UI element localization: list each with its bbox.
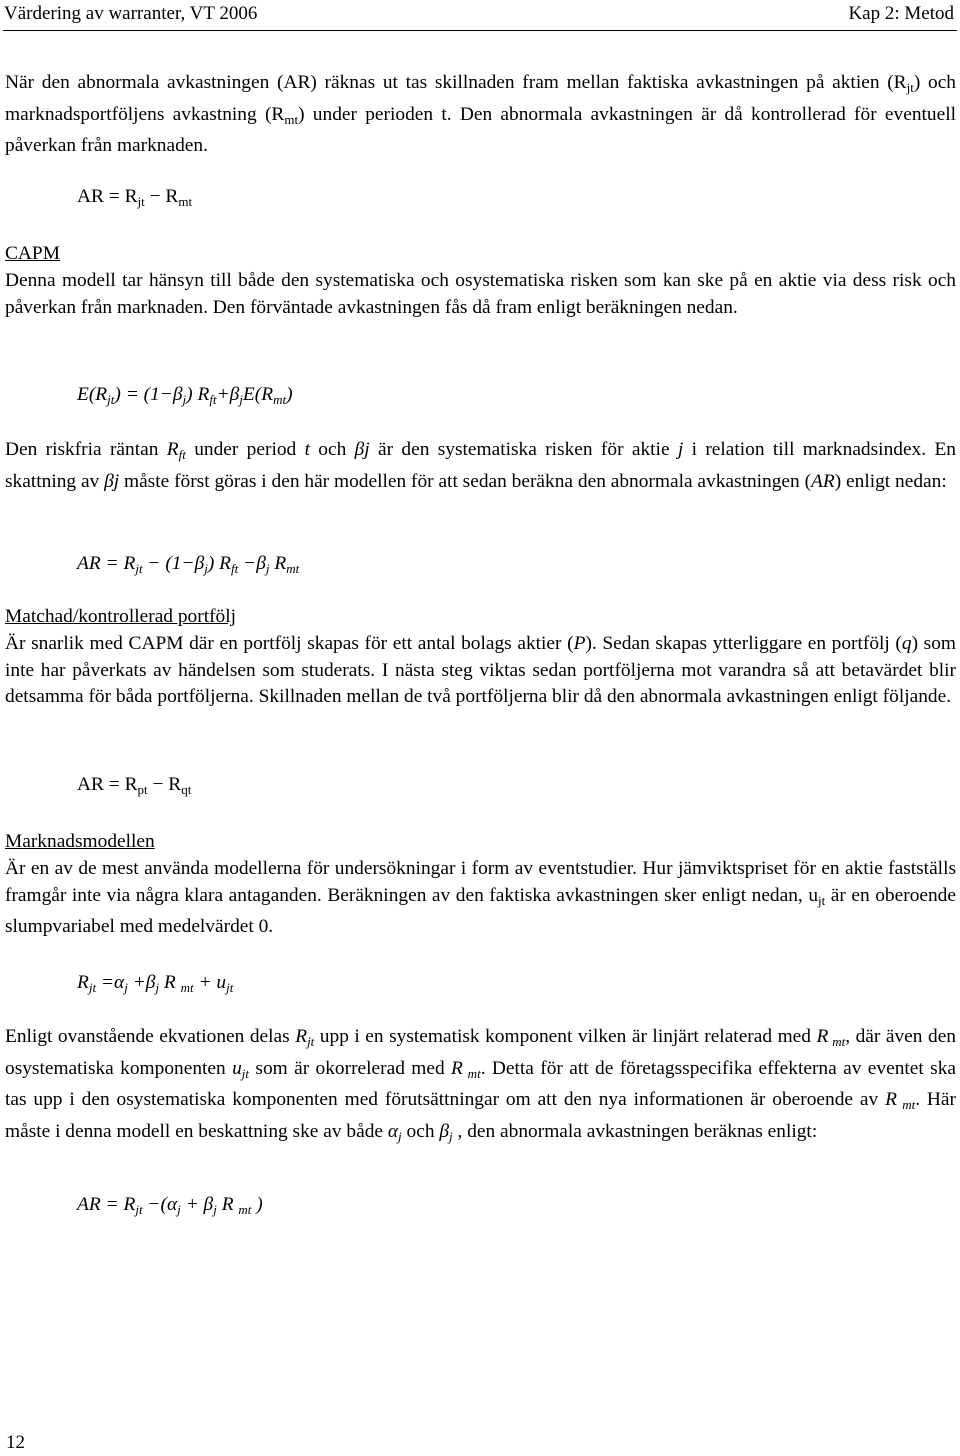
paragraph-market-model: Är en av de mest använda modellerna för undersökningar i form av eventstudier. Hur jämviktspriset för en aktie fastställs framgår inte via några klara antaganden. Beräkningen av den faktiska avkastningen sker enligt nedan, $u_{jt}$ är en oberoende slumpvariabel med medelvärdet 0.	[5, 858, 956, 938]
equation-capm-ar: AR = $R_{jt} - (1-\beta_j)$ $R_{ft} -\beta_j$ $R_{mt}$	[77, 553, 300, 576]
section-heading-market-model: Marknadsmodellen	[5, 831, 155, 852]
page-number: 12	[6, 1432, 25, 1453]
section-heading-capm: CAPM	[5, 243, 60, 264]
paragraph-market-model-explanation: Enligt ovanstående ekvationen delas $R_{jt}$ upp i en systematisk komponent vilken är linjärt relaterad med R $_{mt}$, där även den osystematiska komponenten $u_{jt}$ som är okorrelerad med R $_{mt}$. Detta för att de företagsspecifika effekterna av eventet ska tas upp i den osystematiska komponenten med förutsättningar om att den nya informationen är oberoende av R $_{mt}$. Här måste i denna modell en beskattning ske av både $\alpha_j$ och $\beta_j$ , den abnormala avkastningen beräknas enligt:	[5, 1026, 956, 1144]
equation-market-model: $R_{jt} =\alpha_j +\beta_j$ R $_{mt} + u_{jt}$	[77, 972, 234, 995]
paragraph-ar-intro: När den abnormala avkastningen (AR) räknas ut tas skillnaden fram mellan faktiska avkastningen på aktien $(R_{jt})$ och marknadsportföljens avkastning $(R_{mt})$ under perioden t. Den abnormala avkastningen är då kontrollerad för eventuell påverkan från marknaden.	[5, 72, 956, 157]
paragraph-riskfree: Den riskfria räntan $R_{ft}$ under period t och βj är den systematiska risken för aktie j i relation till marknadsindex. En skattning av βj måste först göras i den här modellen för att sedan beräkna den abnormala avkastningen (AR) enligt nedan:	[5, 439, 956, 492]
equation-capm-expected: $E(R_{jt}) = (1-\beta_j)$ $R_{ft}+\beta_jE(R_{mt})$	[77, 384, 293, 407]
running-header-chapter: Kap 2: Metod	[848, 3, 954, 24]
equation-ar-portfolio: AR = $R_{pt} - R_{qt}$	[77, 774, 192, 797]
paragraph-matched-portfolio: Är snarlik med CAPM där en portfölj skapas för ett antal bolags aktier (P). Sedan skapas ytterliggare en portfölj (q) som inte har påverkats av händelsen som studerats. I nästa steg viktas sedan portföljerna mot varandra så att betavärdet blir detsamma för båda portföljerna. Skillnaden mellan de två portföljerna blir då den abnormala avkastningen enligt följande.	[5, 633, 957, 708]
section-heading-matched-portfolio: Matchad/kontrollerad portfölj	[5, 606, 237, 627]
equation-ar-basic: AR = $R_{jt} - R_{mt}$	[77, 186, 193, 209]
paragraph-capm: Denna modell tar hänsyn till både den systematiska och osystematiska risken som kan ske på en aktie via dess risk och påverkan från marknaden. Den förväntade avkastningen fås då fram enligt beräkningen nedan.	[5, 270, 956, 318]
running-header-title: Värdering av warranter, VT 2006	[4, 3, 258, 24]
equation-market-model-ar: AR = $R_{jt} -(\alpha_j + \beta_j$ R $_{mt}$ )	[77, 1194, 263, 1217]
header-divider	[3, 30, 957, 31]
